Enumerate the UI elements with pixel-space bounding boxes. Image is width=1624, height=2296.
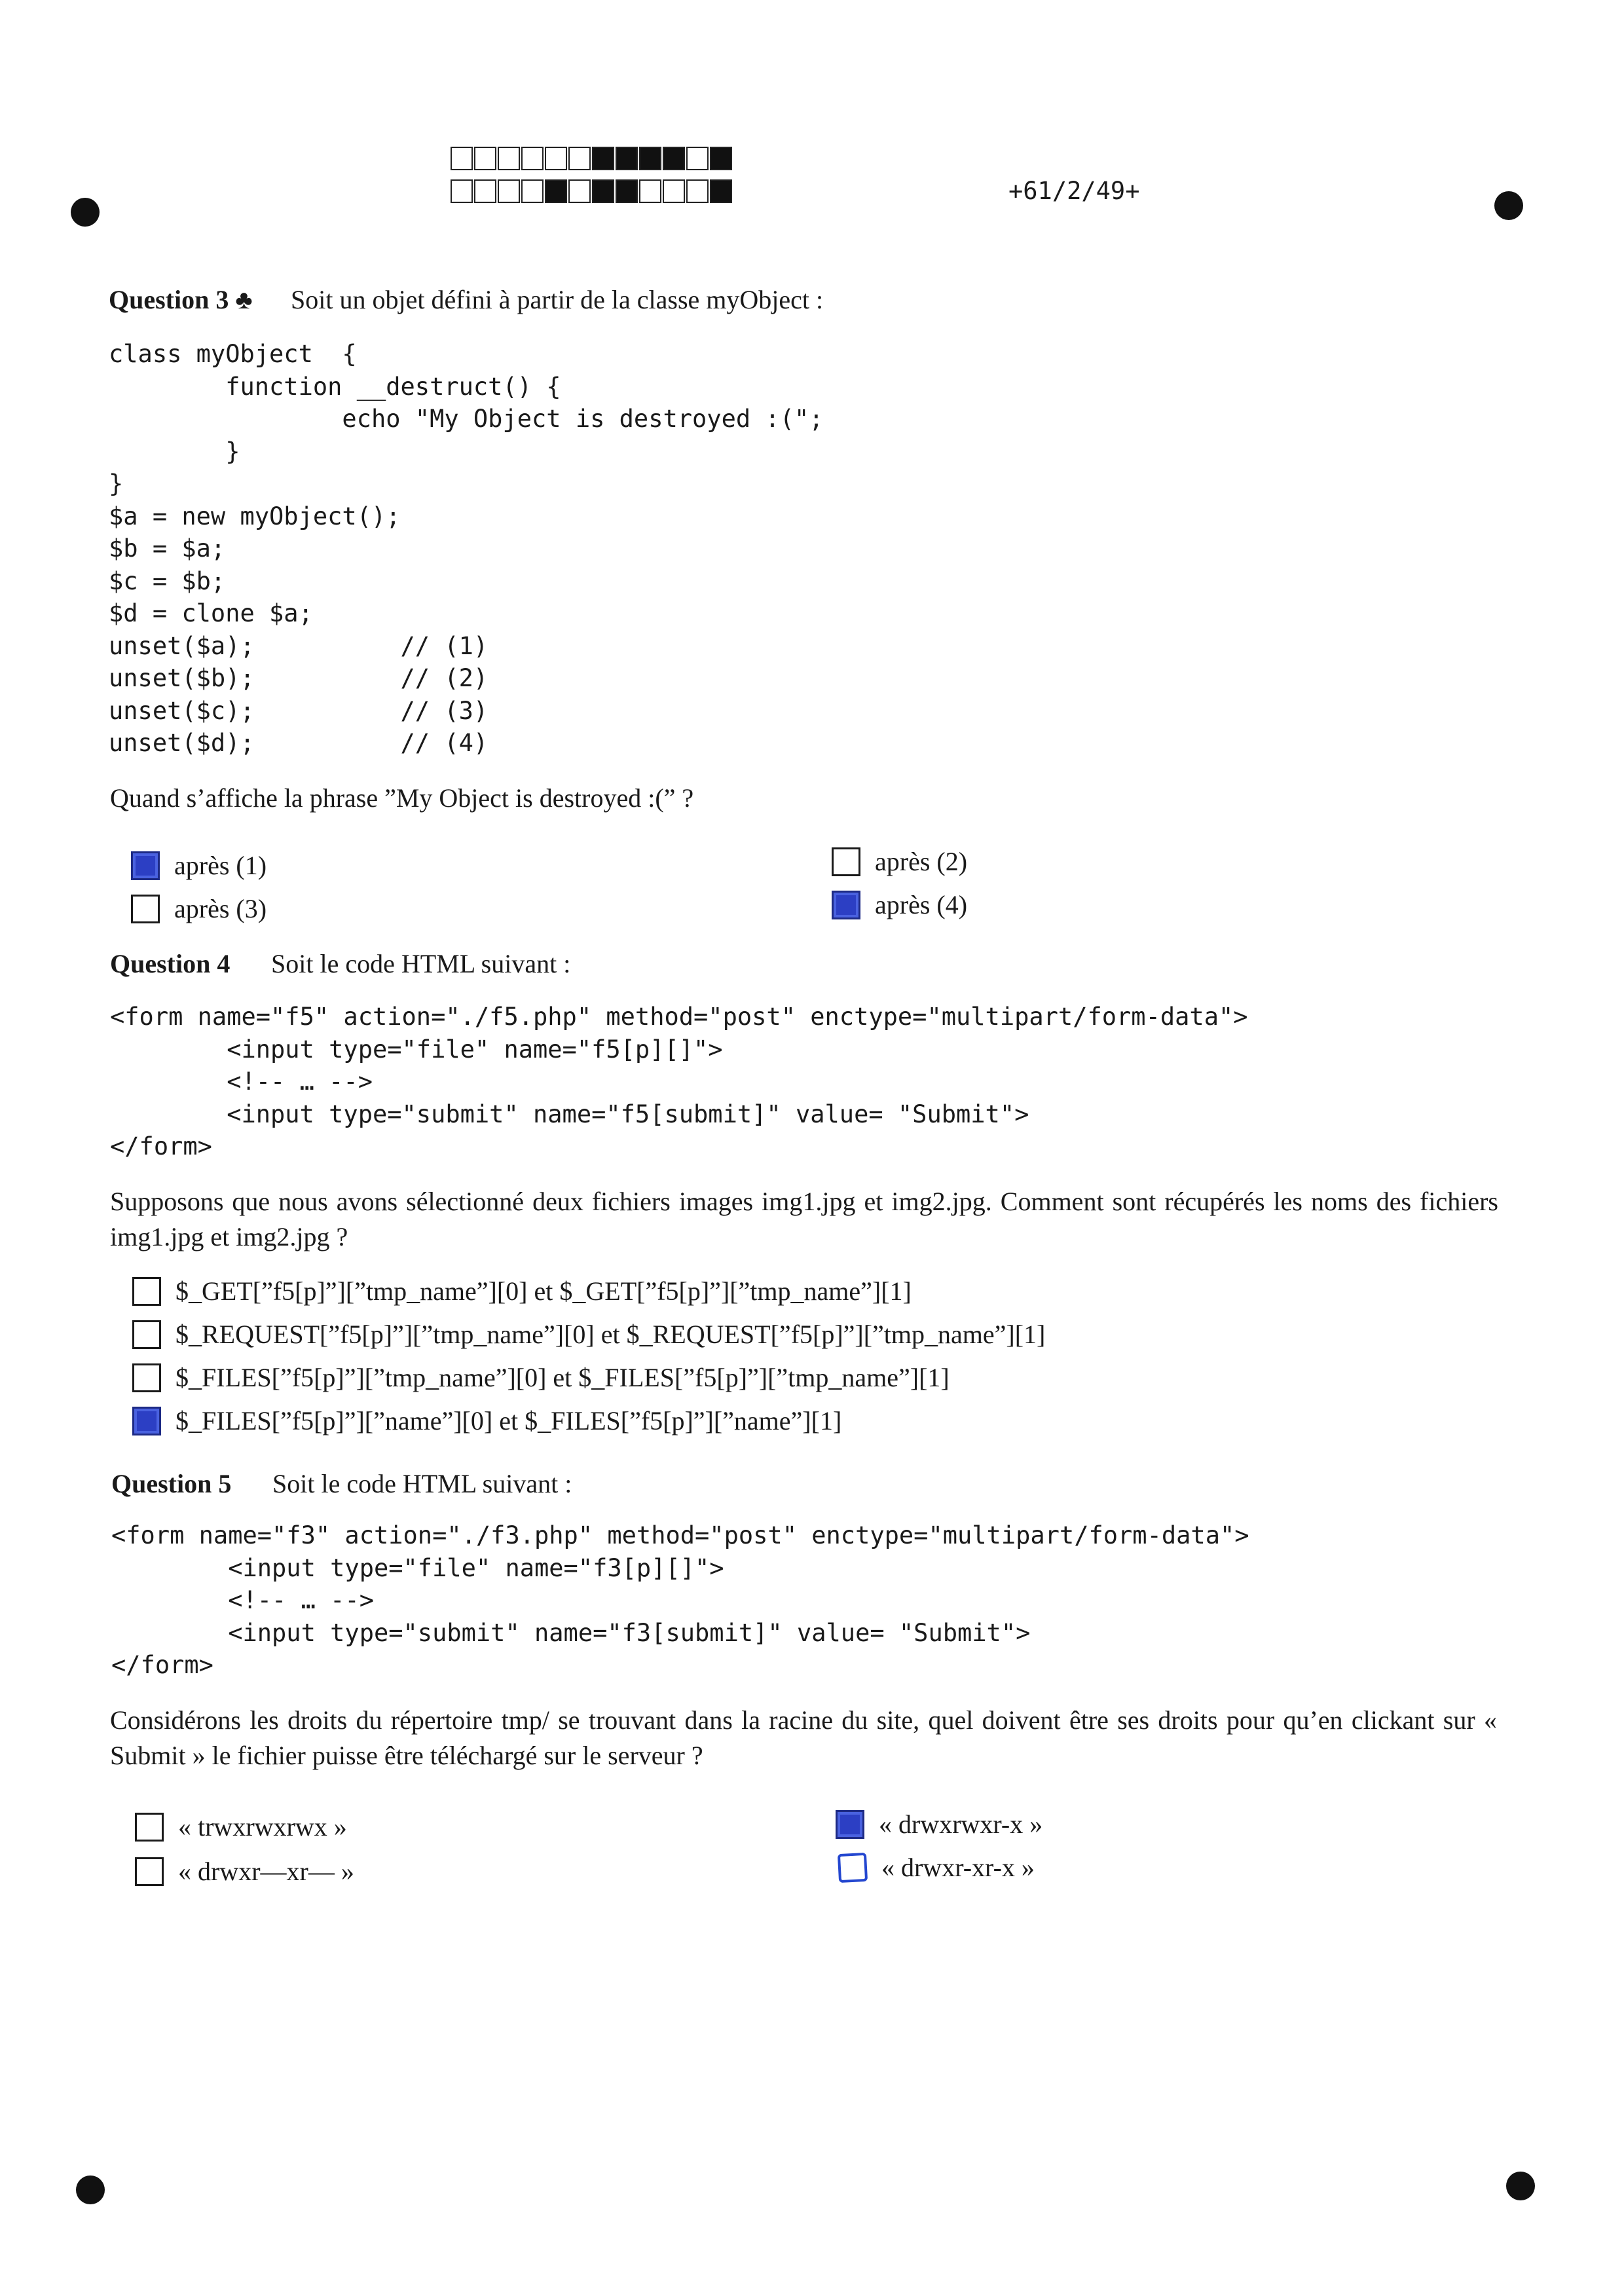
barcode-cell — [686, 179, 709, 203]
code-line: </form> — [111, 1651, 213, 1679]
answer-checkbox[interactable] — [132, 1277, 161, 1306]
barcode-cell — [474, 179, 496, 203]
code-block — [110, 1001, 1248, 1163]
barcode-cell — [474, 147, 496, 170]
question-prompt: Quand s’affiche la phrase ”My Object is destroyed :(” ? — [110, 783, 694, 813]
answer-option[interactable] — [132, 1362, 950, 1393]
question-5-heading — [111, 1468, 572, 1499]
answer-checkbox[interactable] — [838, 1852, 868, 1882]
question-4-heading — [110, 948, 571, 979]
barcode-cell — [710, 179, 732, 203]
code-line: } — [109, 470, 124, 498]
answer-option[interactable] — [832, 889, 967, 920]
code-line: $a = new myObject(); — [109, 502, 401, 530]
answer-option[interactable] — [132, 1405, 841, 1436]
answer-label: « trwxrwxrwx » — [178, 1812, 347, 1842]
code-line: } — [109, 437, 240, 466]
code-line: unset($c); // (3) — [109, 696, 489, 725]
answer-option[interactable] — [131, 893, 267, 924]
corner-dot-bottom-right — [1506, 2172, 1535, 2200]
answer-checkbox[interactable] — [131, 851, 160, 880]
barcode-row — [451, 147, 733, 170]
question-text: Soit le code HTML suivant : — [271, 949, 571, 978]
page-id: +61/2/49+ — [1008, 177, 1140, 205]
code-line: </form> — [110, 1132, 212, 1160]
code-line: <!-- … --> — [111, 1586, 374, 1614]
barcode-cell — [545, 147, 567, 170]
barcode-cell — [616, 179, 638, 203]
barcode-cell — [639, 179, 661, 203]
barcode-cell — [663, 179, 685, 203]
code-line: <form name="f5" action="./f5.php" method="post" enctype="multipart/form-data"> — [110, 1003, 1248, 1031]
answer-checkbox[interactable] — [132, 1320, 161, 1349]
corner-dot-bottom-left — [76, 2176, 105, 2204]
answer-checkbox[interactable] — [131, 895, 160, 923]
code-line: unset($a); // (1) — [109, 631, 489, 660]
barcode-cell — [521, 179, 544, 203]
question-3-heading — [109, 284, 824, 315]
barcode-cell — [568, 147, 591, 170]
question-label: Question 4 — [110, 949, 231, 978]
barcode-cell — [545, 179, 567, 203]
answer-checkbox[interactable] — [132, 1363, 161, 1392]
answer-checkbox[interactable] — [135, 1813, 164, 1842]
barcode-cell — [498, 147, 520, 170]
answer-checkbox[interactable] — [836, 1810, 864, 1839]
code-line: class myObject { — [109, 340, 357, 368]
answer-checkbox[interactable] — [832, 847, 860, 876]
barcode-cell — [616, 147, 638, 170]
answer-checkbox[interactable] — [135, 1857, 164, 1886]
barcode-cell — [451, 179, 473, 203]
barcode-cell — [568, 179, 591, 203]
question-text: Soit un objet défini à partir de la classe myObject : — [291, 285, 824, 314]
answer-option[interactable] — [832, 846, 967, 877]
barcode-cell — [663, 147, 685, 170]
corner-dot-top-left — [71, 198, 100, 227]
answer-option[interactable] — [131, 850, 267, 881]
answer-option[interactable] — [135, 1811, 347, 1842]
answer-option[interactable] — [836, 1809, 1043, 1840]
answer-label: après (2) — [875, 847, 968, 876]
answer-label: après (1) — [174, 851, 267, 880]
answer-label: « drwxr-xr-x » — [881, 1853, 1035, 1882]
question-text: Soit le code HTML suivant : — [272, 1469, 572, 1498]
corner-dot-top-right — [1494, 191, 1523, 220]
question-prompt: Supposons que nous avons sélectionné deux fichiers images img1.jpg et img2.jpg. Comment sont récupérés les noms des fichiers img1.jpg et img2.jpg ? — [110, 1187, 1498, 1251]
code-line: unset($d); // (4) — [109, 729, 489, 757]
code-line: unset($b); // (2) — [109, 664, 489, 692]
answer-checkbox[interactable] — [132, 1407, 161, 1435]
code-block — [111, 1519, 1249, 1682]
answer-checkbox[interactable] — [832, 891, 860, 919]
code-line: $c = $b; — [109, 566, 226, 595]
answer-option[interactable] — [838, 1852, 1035, 1883]
answer-option[interactable] — [132, 1276, 912, 1306]
answer-label: $_FILES[”f5[p]”][”tmp_name”][0] et $_FILES[”f5[p]”][”tmp_name”][1] — [175, 1363, 950, 1392]
answer-option[interactable] — [132, 1319, 1045, 1350]
code-line: function __destruct() { — [109, 372, 561, 401]
barcode-cell — [592, 147, 614, 170]
barcode-cell — [498, 179, 520, 203]
answer-label: $_REQUEST[”f5[p]”][”tmp_name”][0] et $_REQUEST[”f5[p]”][”tmp_name”][1] — [175, 1320, 1046, 1349]
code-line: <input type="file" name="f3[p][]"> — [111, 1553, 724, 1582]
question-label: Question 5 — [111, 1469, 232, 1498]
barcode-cell — [451, 147, 473, 170]
answer-label: après (3) — [174, 894, 267, 923]
barcode-row — [451, 179, 733, 203]
code-line: <input type="submit" name="f3[submit]" value= "Submit"> — [111, 1618, 1031, 1647]
code-line: <input type="submit" name="f5[submit]" value= "Submit"> — [110, 1100, 1029, 1128]
code-line: echo "My Object is destroyed :("; — [109, 405, 824, 433]
code-line: $d = clone $a; — [109, 599, 313, 627]
barcode-cell — [710, 147, 732, 170]
code-block — [109, 338, 824, 760]
code-line: <form name="f3" action="./f3.php" method="post" enctype="multipart/form-data"> — [111, 1521, 1249, 1549]
code-line: <input type="file" name="f5[p][]"> — [110, 1035, 723, 1064]
answer-label: après (4) — [875, 890, 968, 919]
barcode-cell — [639, 147, 661, 170]
answer-label: $_FILES[”f5[p]”][”name”][0] et $_FILES[”f5[p]”][”name”][1] — [175, 1406, 842, 1435]
barcode-cell — [592, 179, 614, 203]
question-prompt: Considérons les droits du répertoire tmp/ se trouvant dans la racine du site, quel doivent être ses droits pour qu’en clickant sur « Submit » le fichier puisse être téléchargé sur le serveur ? — [110, 1705, 1497, 1770]
barcode-cell — [686, 147, 709, 170]
question-label: Question 3 ♣ — [109, 285, 253, 314]
answer-option[interactable] — [135, 1856, 354, 1887]
answer-label: « drwxr—xr— » — [178, 1857, 354, 1886]
answer-label: $_GET[”f5[p]”][”tmp_name”][0] et $_GET[”f5[p]”][”tmp_name”][1] — [175, 1276, 912, 1306]
barcode-cell — [521, 147, 544, 170]
code-line: <!-- … --> — [110, 1067, 373, 1096]
answer-label: « drwxrwxr-x » — [879, 1809, 1043, 1839]
code-line: $b = $a; — [109, 534, 226, 563]
